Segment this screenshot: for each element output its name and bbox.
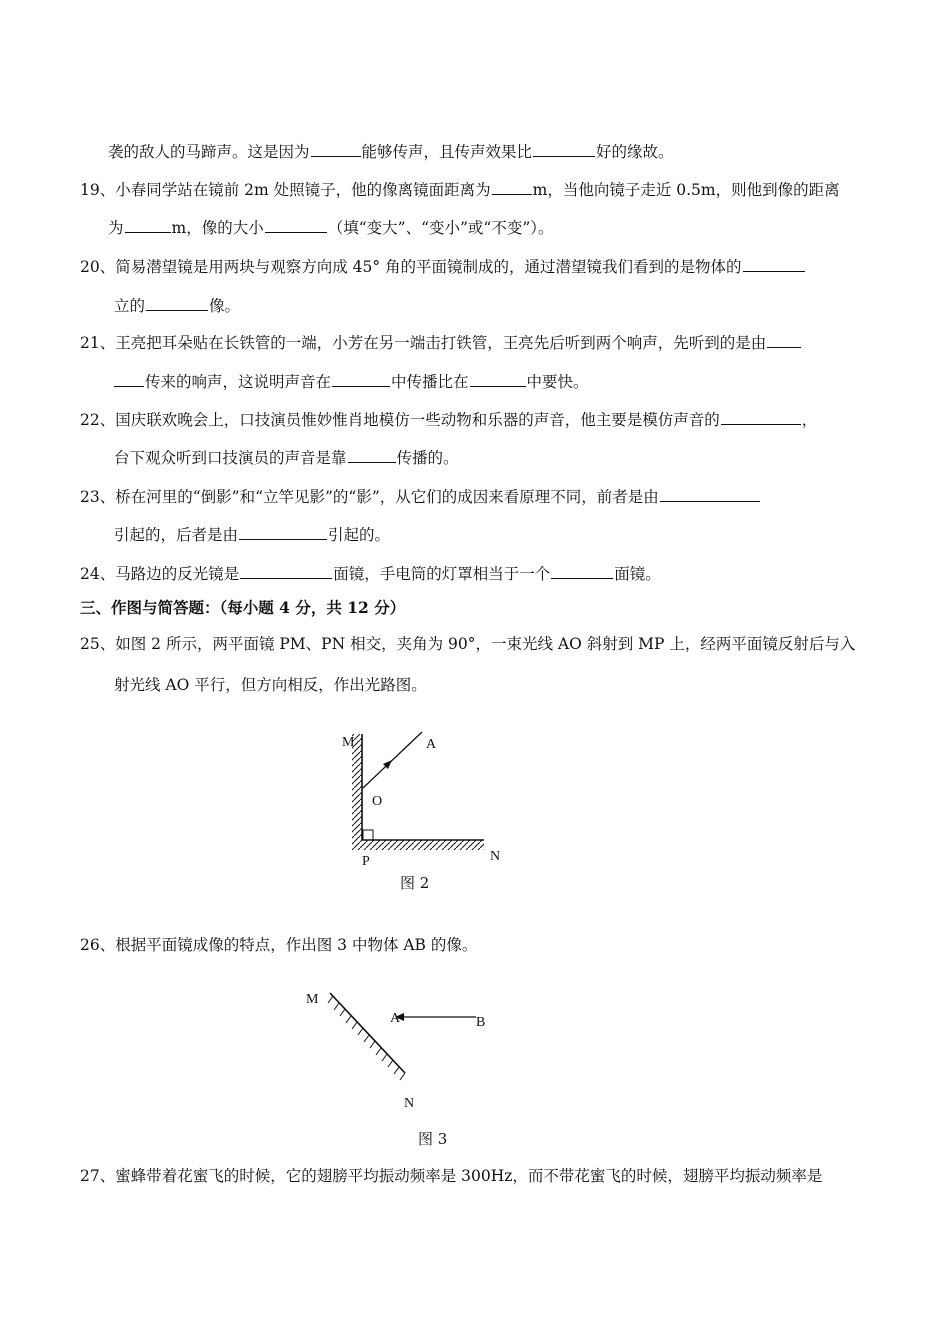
q24-blank-2[interactable] [551, 562, 613, 579]
q22-blank-2[interactable] [348, 446, 396, 463]
q19-text-a: 19、小春同学站在镜前 2m 处照镜子，他的像离镜面距离为 [80, 181, 491, 199]
mirror-pn-hatch [362, 840, 484, 850]
label-b: B [476, 1015, 486, 1030]
q25-line2: 射光线 AO 平行，但方向相反，作出光路图。 [114, 676, 427, 694]
figure-2-caption: 图 2 [400, 874, 430, 892]
q22-blank-1[interactable] [721, 408, 801, 425]
q24-text-b: 面镜，手电筒的灯罩相当于一个 [333, 565, 551, 583]
label-o: O [372, 794, 383, 809]
q21-text-a: 21、王亮把耳朵贴在长铁管的一端，小芳在另一端击打铁管，王亮先后听到两个响声，先听到的是由 [80, 334, 767, 352]
q19-line2 [108, 216, 554, 238]
q23-line1 [80, 485, 761, 507]
q22-text-d: 传播的。 [396, 449, 459, 467]
q21-text-c: 中传播比在 [391, 373, 469, 391]
label-m: M [306, 992, 319, 1007]
label-m: M [342, 735, 355, 750]
label-n: N [404, 1096, 415, 1111]
figure-3 [300, 985, 500, 1115]
q27-line1: 27、蜜蜂带着花蜜飞的时候，它的翅膀平均振动频率是 300Hz，而不带花蜜飞的时候，翅膀平均振动频率是 [80, 1167, 823, 1185]
mirror-mn-hatch [328, 996, 405, 1080]
q19-text-d: m，像的大小 [171, 219, 264, 237]
label-p: P [362, 854, 370, 869]
q21-line2 [114, 370, 589, 392]
q20-line1 [80, 255, 806, 277]
q19-blank-2[interactable] [125, 216, 171, 233]
q18-blank-1[interactable] [311, 140, 361, 157]
q18-text-a: 袭的敌人的马蹄声。这是因为 [108, 143, 310, 161]
q21-line1 [80, 331, 802, 353]
q19-text-b: m，当他向镜子走近 0.5m，则他到像的距离 [532, 181, 840, 199]
q21-text-b: 传来的响声，这说明声音在 [145, 373, 332, 391]
q23-line2 [114, 523, 390, 545]
q19-line1 [80, 178, 840, 200]
q22-text-c: 台下观众听到口技演员的声音是靠 [114, 449, 347, 467]
mirror-mn [330, 993, 405, 1073]
q21-blank-1a[interactable] [767, 331, 801, 348]
q18-line2 [108, 140, 674, 162]
q20-text-a: 20、简易潜望镜是用两块与观察方向成 45° 角的平面镜制成的，通过潜望镜我们看到的是物体的 [80, 258, 742, 276]
mirror-pm-hatch [352, 734, 362, 850]
q26-line1: 26、根据平面镜成像的特点，作出图 3 中物体 AB 的像。 [80, 936, 478, 954]
q23-text-c: 引起的。 [328, 526, 391, 544]
q23-text-a: 23、桥在河里的“倒影”和“立竿见影”的“影”，从它们的成因来看原理不同，前者是由 [80, 488, 659, 506]
right-angle-marker [363, 830, 373, 840]
q18-text-c: 好的缘故。 [596, 143, 674, 161]
q18-text-b: 能够传声，且传声效果比 [361, 143, 533, 161]
q24-text-a: 24、马路边的反光镜是 [80, 565, 240, 583]
q22-line1 [80, 408, 817, 430]
label-n: N [490, 849, 501, 864]
q19-blank-3[interactable] [265, 216, 327, 233]
q19-text-e: （填“变大”、“变小”或“不变”）。 [327, 219, 554, 237]
figure-2 [330, 722, 530, 872]
figure-3-caption: 图 3 [418, 1130, 448, 1148]
q22-line2 [114, 446, 459, 468]
label-a: A [426, 737, 437, 752]
q25-line1: 25、如图 2 所示，两平面镜 PM、PN 相交，夹角为 90°，一束光线 AO 斜射到 MP 上，经两平面镜反射后与入 [80, 635, 856, 653]
q20-text-b: 立的 [114, 297, 146, 315]
q20-line2 [114, 294, 240, 316]
q24-text-c: 面镜。 [614, 565, 661, 583]
q20-text-c: 像。 [209, 297, 241, 315]
ray-ao [363, 732, 422, 788]
q21-blank-1b[interactable] [114, 370, 144, 387]
q18-blank-2[interactable] [533, 140, 595, 157]
q21-blank-2[interactable] [332, 370, 390, 387]
q24-blank-1[interactable] [240, 562, 332, 579]
q23-blank-1[interactable] [660, 485, 760, 502]
q24-line1 [80, 562, 661, 584]
q19-text-c: 为 [108, 219, 124, 237]
q23-blank-2[interactable] [239, 523, 327, 540]
q20-blank-1[interactable] [743, 255, 805, 272]
label-a: A [390, 1011, 401, 1026]
section3-title: 三、作图与简答题：（每小题 4 分，共 12 分） [80, 598, 406, 617]
q21-text-d: 中要快。 [526, 373, 589, 391]
q22-text-a: 22、国庆联欢晚会上，口技演员惟妙惟肖地模仿一些动物和乐器的声音，他主要是模仿声音的 [80, 411, 720, 429]
q22-text-b: ， [801, 411, 818, 429]
q21-blank-3[interactable] [470, 370, 526, 387]
q23-text-b: 引起的，后者是由 [114, 526, 239, 544]
q20-blank-2[interactable] [146, 294, 208, 311]
q19-blank-1[interactable] [492, 178, 532, 195]
